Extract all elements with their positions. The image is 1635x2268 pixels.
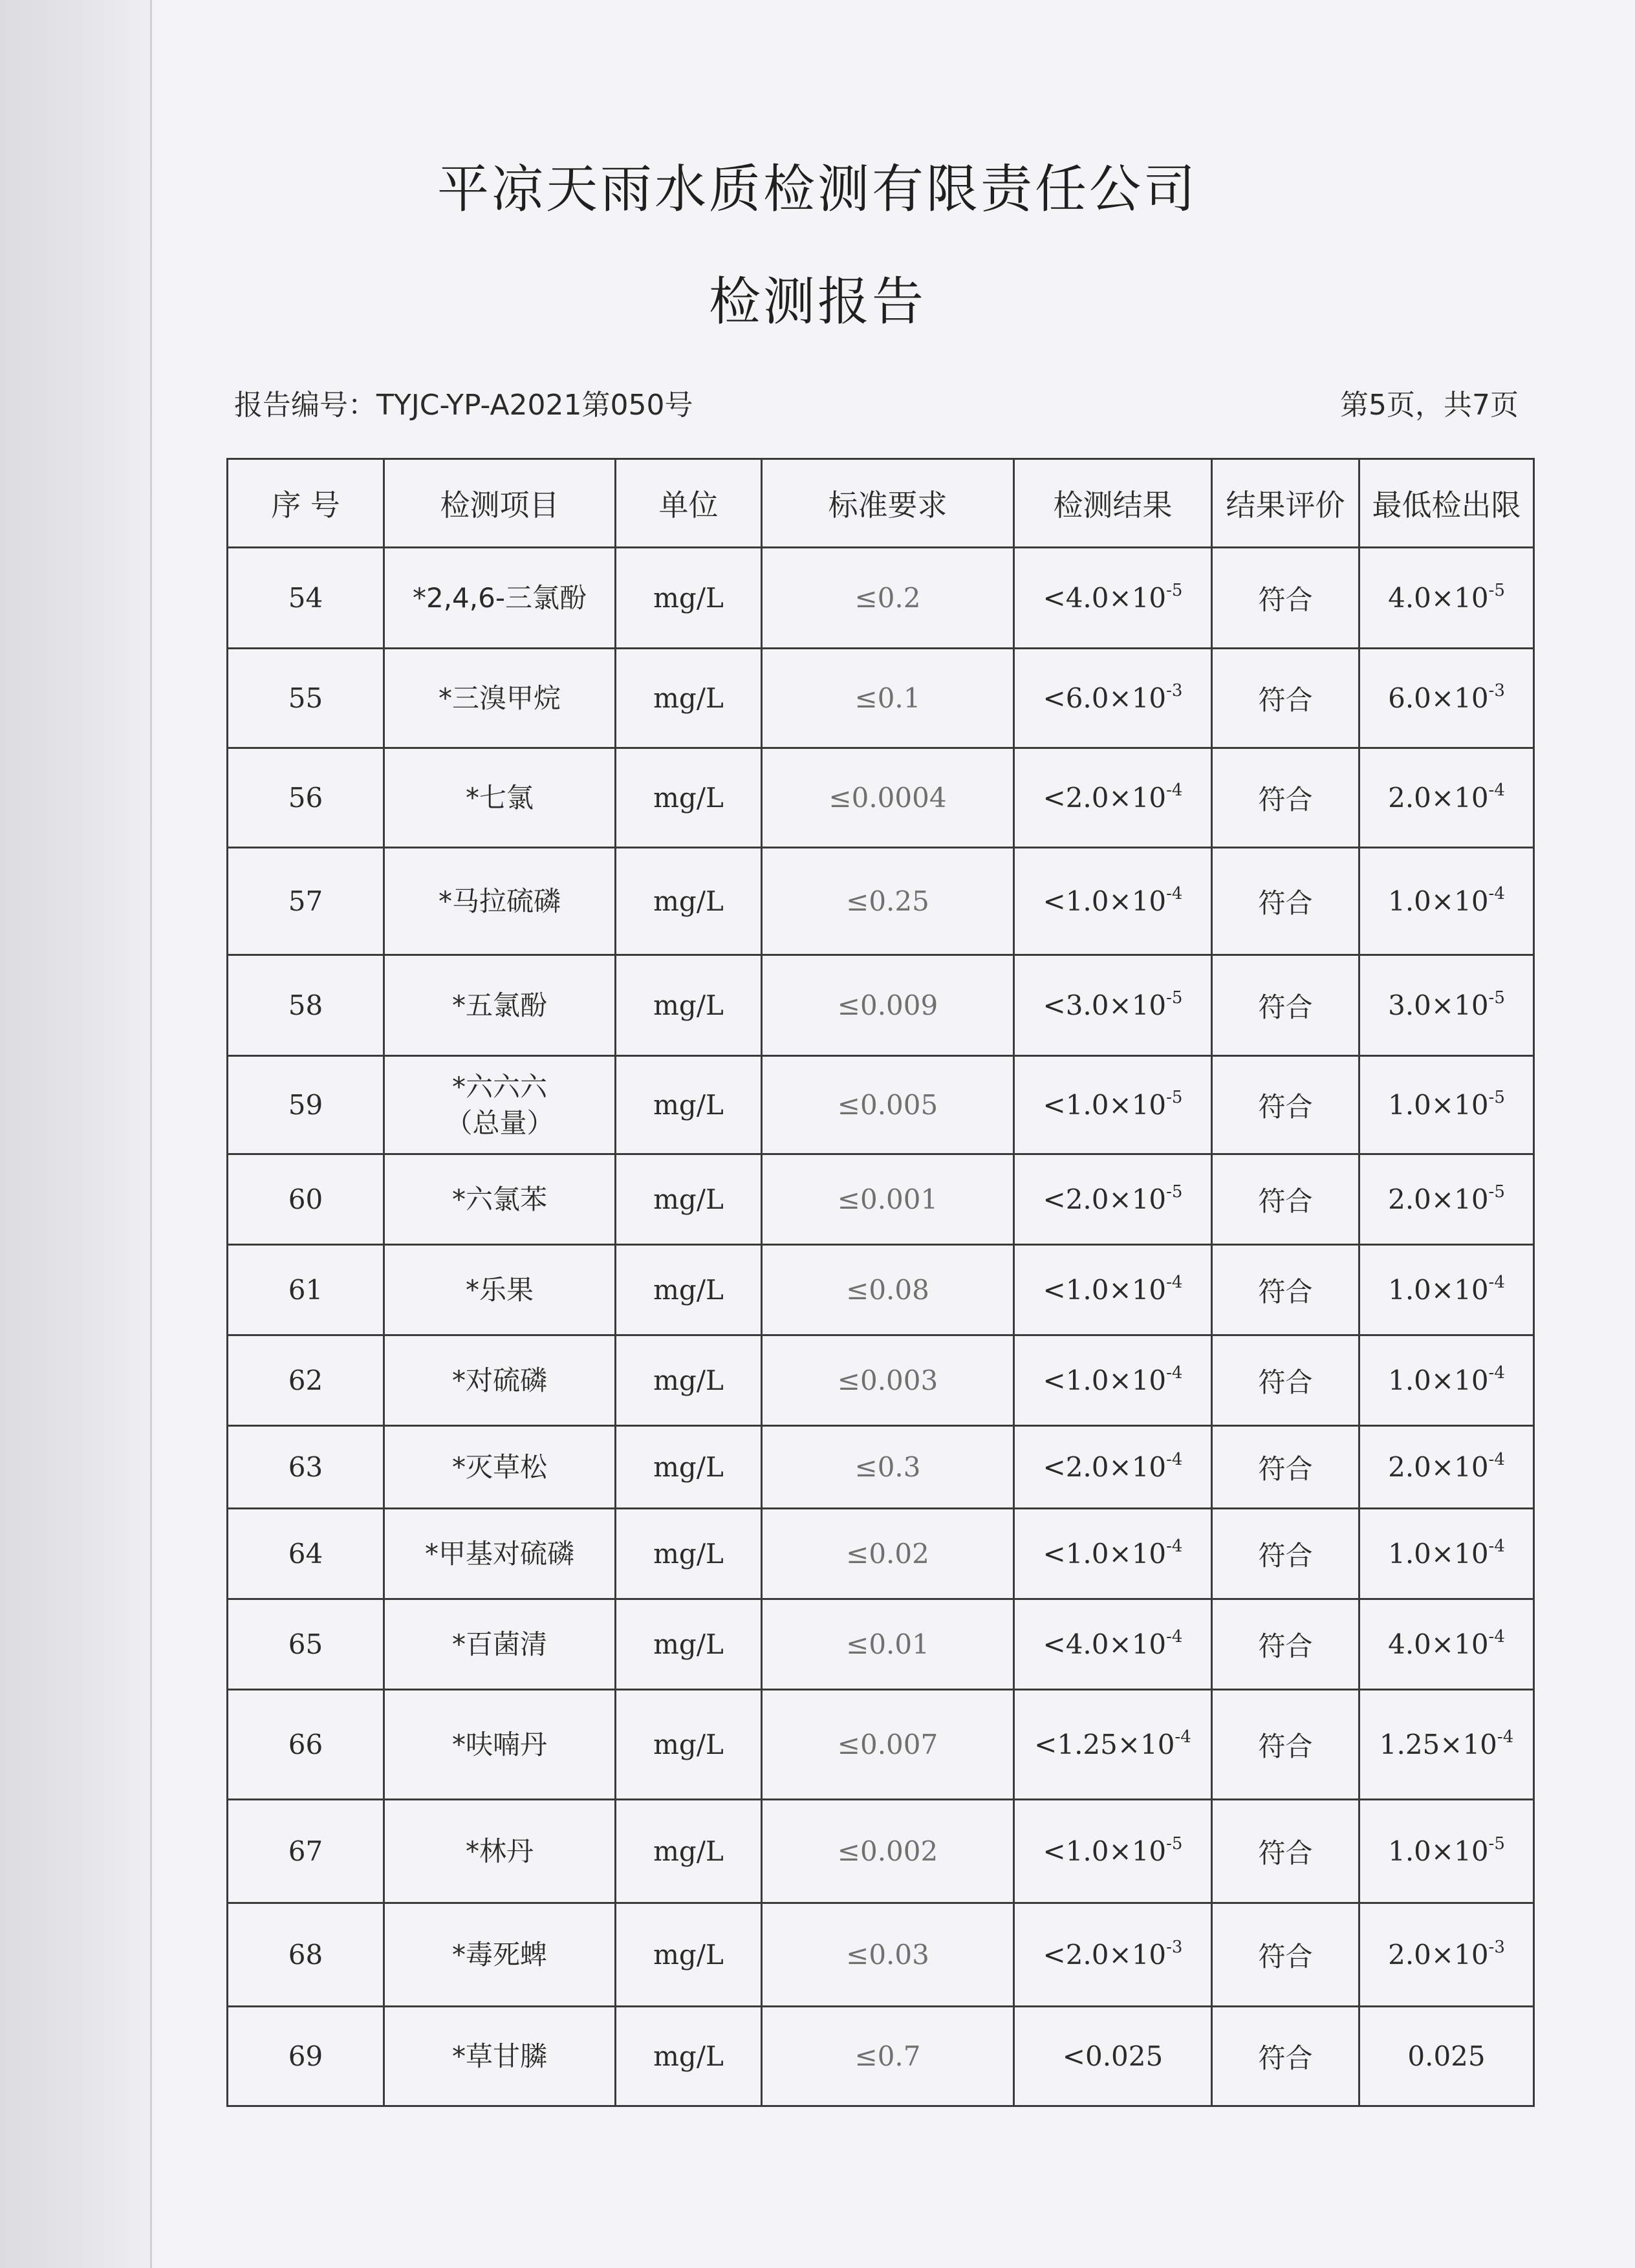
item-name: *三溴甲烷 [438,682,561,714]
item-name: *对硫磷 [451,1364,547,1396]
cell-detection-limit [1359,1335,1534,1426]
cell-result [1014,1903,1212,2007]
item-name: *草甘膦 [451,2040,547,2072]
cell-evaluation: 符合 [1212,1056,1359,1154]
cell-detection-limit [1359,1800,1534,1903]
result-exponent: -4 [1166,884,1183,903]
limit-base: 2.0×10 [1388,1183,1489,1215]
cell-no: 61 [228,1245,384,1335]
cell-item [384,1335,616,1426]
cell-item [384,1690,616,1800]
result-exponent: -4 [1166,1273,1183,1292]
table-row [228,1903,1534,2007]
cell-unit: mg/L [616,1903,762,2007]
item-name: *百菌清 [451,1628,547,1660]
item-name: *甲基对硫磷 [424,1537,574,1570]
item-name: *呋喃丹 [451,1728,547,1760]
cell-evaluation: 符合 [1212,1245,1359,1335]
table-row [228,1056,1534,1154]
cell-unit: mg/L [616,1056,762,1154]
col-header-item: 检测项目 [384,459,616,548]
result-exponent: -5 [1166,1182,1183,1202]
cell-item [384,649,616,748]
table-header-row [228,459,1534,548]
cell-standard: ≤0.003 [762,1335,1014,1426]
cell-evaluation: 符合 [1212,649,1359,748]
cell-unit: mg/L [616,2007,762,2106]
table-row [228,1245,1534,1335]
limit-exponent: -4 [1488,1363,1505,1383]
limit-base: 2.0×10 [1388,782,1489,814]
result-base: <2.0×10 [1043,1183,1167,1215]
result-exponent: -4 [1175,1727,1191,1747]
result-base: <1.0×10 [1043,1835,1167,1867]
item-name-note: （总量） [445,1107,554,1139]
cell-unit: mg/L [616,1245,762,1335]
result-base: <0.025 [1062,2040,1164,2072]
limit-exponent: -4 [1488,1450,1505,1469]
cell-no: 62 [228,1335,384,1426]
cell-evaluation: 符合 [1212,848,1359,955]
cell-detection-limit [1359,1154,1534,1245]
limit-exponent: -4 [1488,1537,1505,1556]
cell-detection-limit [1359,1599,1534,1690]
item-name: *乐果 [465,1273,534,1306]
result-exponent: -3 [1166,681,1183,700]
cell-result [1014,1690,1212,1800]
cell-item [384,1903,616,2007]
item-name: *马拉硫磷 [438,885,561,917]
result-exponent: -4 [1166,1537,1183,1556]
item-name: *六六六 [451,1070,547,1103]
cell-no: 58 [228,955,384,1056]
cell-result [1014,1509,1212,1599]
limit-base: 1.0×10 [1388,885,1489,917]
limit-base: 0.025 [1407,2040,1486,2072]
cell-result [1014,1245,1212,1335]
cell-unit: mg/L [616,748,762,848]
cell-evaluation: 符合 [1212,1903,1359,2007]
item-name: *林丹 [465,1835,534,1867]
cell-result [1014,1800,1212,1903]
cell-standard: ≤0.0004 [762,748,1014,848]
result-base: <1.0×10 [1043,1089,1167,1121]
cell-standard: ≤0.25 [762,848,1014,955]
cell-item [384,1599,616,1690]
cell-detection-limit [1359,748,1534,848]
limit-exponent: -4 [1488,884,1505,903]
col-header-evaluation: 结果评价 [1212,459,1359,548]
cell-detection-limit [1359,2007,1534,2106]
result-base: <1.0×10 [1043,885,1167,917]
result-exponent: -5 [1166,988,1183,1008]
cell-standard: ≤0.3 [762,1426,1014,1509]
cell-standard: ≤0.7 [762,2007,1014,2106]
cell-unit: mg/L [616,1154,762,1245]
cell-standard: ≤0.08 [762,1245,1014,1335]
limit-base: 2.0×10 [1388,1939,1489,1971]
table-row [228,1509,1534,1599]
cell-no: 64 [228,1509,384,1599]
limit-exponent: -4 [1497,1727,1514,1747]
cell-result [1014,1599,1212,1690]
cell-item [384,1245,616,1335]
table-row [228,1335,1534,1426]
cell-no: 55 [228,649,384,748]
cell-detection-limit [1359,1056,1534,1154]
cell-detection-limit [1359,1509,1534,1599]
result-base: <4.0×10 [1043,582,1167,614]
cell-no: 54 [228,548,384,649]
cell-detection-limit [1359,848,1534,955]
result-base: <1.0×10 [1043,1538,1167,1570]
limit-base: 1.0×10 [1388,1274,1489,1306]
limit-base: 1.25×10 [1379,1729,1497,1760]
cell-result [1014,748,1212,848]
cell-result [1014,1154,1212,1245]
cell-item [384,548,616,649]
result-exponent: -3 [1166,1938,1183,1957]
item-name: *七氯 [465,781,534,814]
result-base: <1.25×10 [1034,1729,1175,1760]
cell-item [384,1426,616,1509]
cell-result [1014,2007,1212,2106]
cell-standard: ≤0.03 [762,1903,1014,2007]
company-name: 平凉天雨水质检测有限责任公司 [437,159,1198,219]
table-row [228,1599,1534,1690]
cell-detection-limit [1359,649,1534,748]
cell-evaluation: 符合 [1212,1509,1359,1599]
cell-evaluation: 符合 [1212,1800,1359,1903]
result-base: <1.0×10 [1043,1365,1167,1396]
limit-exponent: -4 [1488,1273,1505,1292]
col-header-detection-limit: 最低检出限 [1359,459,1534,548]
limit-exponent: -5 [1488,1088,1505,1107]
cell-detection-limit [1359,955,1534,1056]
cell-standard: ≤0.009 [762,955,1014,1056]
cell-no: 69 [228,2007,384,2106]
limit-base: 4.0×10 [1388,582,1489,614]
limit-exponent: -4 [1488,781,1505,800]
report-number: 报告编号：TYJC-YP-A2021第050号 [234,389,693,422]
cell-standard: ≤0.007 [762,1690,1014,1800]
limit-base: 1.0×10 [1388,1538,1489,1570]
result-exponent: -4 [1166,1450,1183,1469]
limit-base: 2.0×10 [1388,1451,1489,1483]
results-table [226,458,1535,2107]
table-row [228,748,1534,848]
result-exponent: -5 [1166,1088,1183,1107]
cell-detection-limit [1359,548,1534,649]
cell-no: 66 [228,1690,384,1800]
item-name: *毒死蜱 [451,1938,547,1971]
cell-standard: ≤0.1 [762,649,1014,748]
result-exponent: -4 [1166,781,1183,800]
cell-item [384,1800,616,1903]
limit-base: 1.0×10 [1388,1365,1489,1396]
cell-evaluation: 符合 [1212,2007,1359,2106]
table-row [228,1690,1534,1800]
cell-detection-limit [1359,1426,1534,1509]
result-exponent: -4 [1166,1627,1183,1647]
cell-unit: mg/L [616,548,762,649]
cell-unit: mg/L [616,1599,762,1690]
cell-evaluation: 符合 [1212,1335,1359,1426]
cell-no: 57 [228,848,384,955]
cell-no: 56 [228,748,384,848]
cell-unit: mg/L [616,1335,762,1426]
result-exponent: -4 [1166,1363,1183,1383]
limit-base: 6.0×10 [1388,682,1489,714]
cell-standard: ≤0.02 [762,1509,1014,1599]
col-header-standard: 标准要求 [762,459,1014,548]
page-indicator: 第5页，共7页 [1340,389,1519,422]
table-row [228,1154,1534,1245]
cell-detection-limit [1359,1903,1534,2007]
page-binding-edge [0,0,152,2268]
limit-base: 4.0×10 [1388,1628,1489,1660]
table-row [228,848,1534,955]
col-header-no: 序 号 [228,459,384,548]
cell-result [1014,1056,1212,1154]
result-exponent: -5 [1166,581,1183,600]
col-header-unit: 单位 [616,459,762,548]
item-name: *2,4,6-三氯酚 [412,581,587,614]
table-row [228,649,1534,748]
cell-result [1014,1335,1212,1426]
cell-no: 65 [228,1599,384,1690]
result-base: <3.0×10 [1043,989,1167,1021]
limit-exponent: -4 [1488,1627,1505,1647]
cell-result [1014,548,1212,649]
cell-no: 67 [228,1800,384,1903]
cell-unit: mg/L [616,649,762,748]
cell-result [1014,1426,1212,1509]
result-base: <2.0×10 [1043,782,1167,814]
cell-evaluation: 符合 [1212,1154,1359,1245]
table-row [228,955,1534,1056]
cell-evaluation: 符合 [1212,1426,1359,1509]
cell-evaluation: 符合 [1212,548,1359,649]
cell-item [384,1509,616,1599]
limit-exponent: -5 [1488,581,1505,600]
limit-base: 1.0×10 [1388,1089,1489,1121]
cell-unit: mg/L [616,1509,762,1599]
table-row [228,2007,1534,2106]
cell-no: 59 [228,1056,384,1154]
result-base: <4.0×10 [1043,1628,1167,1660]
table-row [228,1800,1534,1903]
col-header-result: 检测结果 [1014,459,1212,548]
result-base: <2.0×10 [1043,1939,1167,1971]
cell-item [384,955,616,1056]
cell-unit: mg/L [616,1800,762,1903]
cell-evaluation: 符合 [1212,955,1359,1056]
item-name: *六氯苯 [451,1183,547,1215]
cell-item [384,748,616,848]
table-row [228,1426,1534,1509]
cell-no: 63 [228,1426,384,1509]
limit-exponent: -5 [1488,1182,1505,1202]
report-title: 检测报告 [709,272,926,332]
cell-result [1014,649,1212,748]
cell-standard: ≤0.001 [762,1154,1014,1245]
cell-unit: mg/L [616,955,762,1056]
result-exponent: -5 [1166,1834,1183,1853]
cell-item [384,1154,616,1245]
cell-item [384,848,616,955]
cell-standard: ≤0.2 [762,548,1014,649]
limit-base: 1.0×10 [1388,1835,1489,1867]
result-base: <1.0×10 [1043,1274,1167,1306]
cell-result [1014,955,1212,1056]
cell-unit: mg/L [616,848,762,955]
cell-unit: mg/L [616,1426,762,1509]
cell-result [1014,848,1212,955]
cell-evaluation: 符合 [1212,1690,1359,1800]
result-base: <6.0×10 [1043,682,1167,714]
cell-detection-limit [1359,1245,1534,1335]
limit-exponent: -3 [1488,681,1505,700]
cell-item [384,2007,616,2106]
result-base: <2.0×10 [1043,1451,1167,1483]
limit-exponent: -5 [1488,988,1505,1008]
limit-exponent: -3 [1488,1938,1505,1957]
cell-standard: ≤0.01 [762,1599,1014,1690]
limit-base: 3.0×10 [1388,989,1489,1021]
limit-exponent: -5 [1488,1834,1505,1853]
cell-standard: ≤0.002 [762,1800,1014,1903]
item-name: *五氯酚 [451,989,547,1021]
cell-no: 60 [228,1154,384,1245]
cell-no: 68 [228,1903,384,2007]
table-row [228,548,1534,649]
cell-standard: ≤0.005 [762,1056,1014,1154]
cell-evaluation: 符合 [1212,1599,1359,1690]
cell-unit: mg/L [616,1690,762,1800]
item-name: *灭草松 [451,1451,547,1483]
cell-item [384,1056,616,1154]
cell-evaluation: 符合 [1212,748,1359,848]
cell-detection-limit [1359,1690,1534,1800]
